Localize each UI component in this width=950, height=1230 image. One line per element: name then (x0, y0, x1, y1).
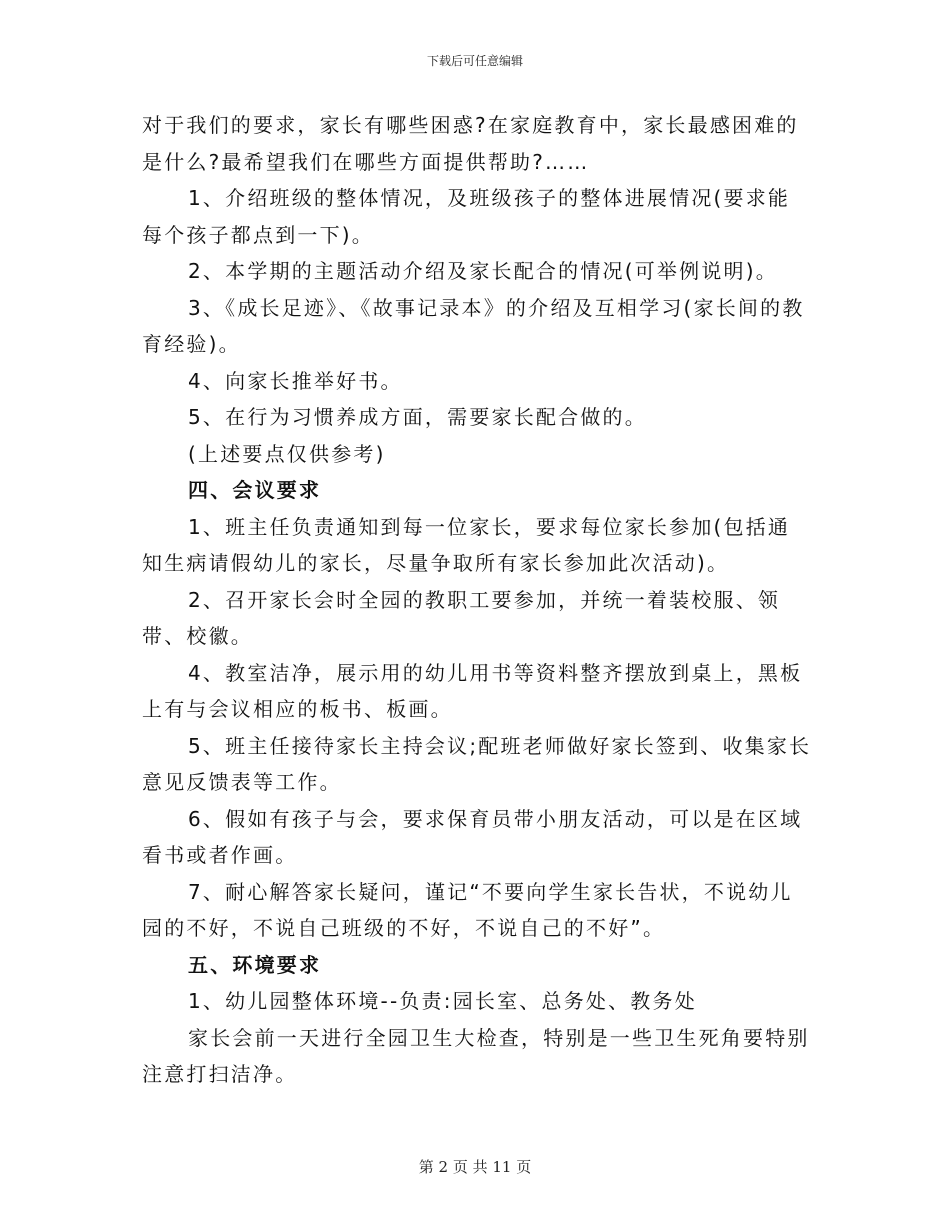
section-heading-meeting-requirements: 四、会议要求 (188, 478, 322, 502)
page-number: 第 2 页 共 11 页 (418, 1158, 532, 1176)
list-item-growth-records: 3、《成长足迹》、《故事记录本》的介绍及互相学习(家长间的教育经验)。 (142, 295, 805, 356)
list-item-habits: 5、在行为习惯养成方面，需要家长配合做的。 (188, 405, 647, 429)
page-header-note: 下载后可任意编辑 (426, 54, 523, 68)
list-item-answer-questions: 7、耐心解答家长疑问，谨记“不要向学生家长告状，不说幼儿园的不好，不说自己班级的不好，不说自己的不好”。 (142, 879, 793, 940)
list-item-class-overview: 1、介绍班级的整体情况，及班级孩子的整体进展情况(要求能每个孩子都点到一下)。 (142, 186, 791, 247)
section-heading-environment-requirements: 五、环境要求 (188, 952, 322, 977)
list-item-classroom-clean: 4、教室洁净，展示用的幼儿用书等资料整齐摆放到桌上，黑板上有与会议相应的板书、板画。 (142, 660, 803, 721)
list-item-children-activity: 6、假如有孩子与会，要求保育员带小朋友活动，可以是在区域看书或者作画。 (142, 806, 803, 867)
list-item-notify-parents: 1、班主任负责通知到每一位家长，要求每位家长参加(包括通知生病请假幼儿的家长，尽量争取所有家长参加此次活动)。 (142, 514, 791, 575)
paragraph-parent-concerns: 对于我们的要求，家长有哪些困惑?在家庭教育中，家长最感困难的是什么?最希望我们在哪些方面提供帮助?…… (142, 113, 799, 174)
list-item-host-meeting: 5、班主任接待家长主持会议;配班老师做好家长签到、收集家长意见反馈表等工作。 (142, 733, 812, 794)
reference-note: (上述要点仅供参考) (188, 441, 386, 466)
list-item-theme-activities: 2、本学期的主题活动介绍及家长配合的情况(可举例说明)。 (188, 259, 778, 283)
list-item-overall-environment: 1、幼儿园整体环境--负责:园长室、总务处、教务处 (188, 989, 697, 1013)
document-body (142, 107, 812, 1093)
list-item-staff-attendance: 2、召开家长会时全园的教职工要参加，并统一着装校服、领带、校徽。 (142, 587, 781, 648)
list-item-recommend-books: 4、向家长推举好书。 (188, 368, 403, 393)
paragraph-hygiene-check: 家长会前一天进行全园卫生大检查，特别是一些卫生死角要特别注意打扫洁净。 (142, 1025, 810, 1086)
